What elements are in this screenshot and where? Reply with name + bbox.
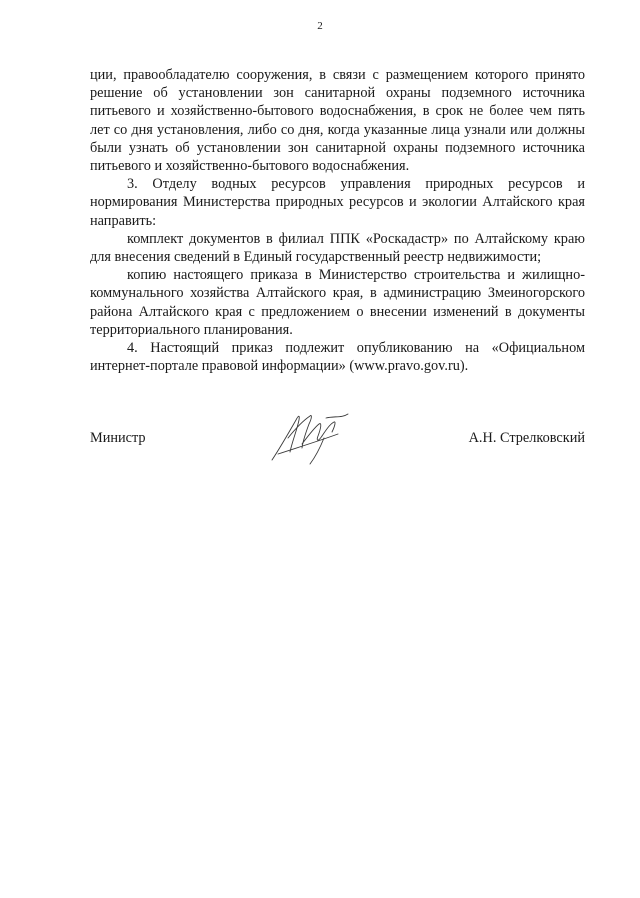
paragraph-continuation: ции, правообладателю сооружения, в связи с размещением которого принято решение об установлении зон санитарной охраны подземного источника питьевого и хозяйственно-бытового водоснабжения, в срок не более чем пять лет со дня установления, либо со дня, когда указанные лица узнали или должны были узнать об установлении зон санитарной охраны подземного источника питьевого и хозяйственно-бытового водоснабжения. (90, 67, 585, 175)
paragraph-item-3: 3. Отделу водных ресурсов управления природных ресурсов и нормирования Министерства природных ресурсов и экологии Алтайского края направить: (90, 176, 585, 229)
signature-stroke (288, 415, 311, 448)
signature-stroke (310, 438, 324, 464)
signature-block (90, 420, 585, 470)
signature-stroke (272, 416, 299, 460)
signatory-title: Министр (90, 430, 146, 446)
page-number: 2 (317, 20, 323, 32)
signature-stroke (326, 414, 348, 418)
handwritten-signature (266, 408, 366, 468)
signatory-name: А.Н. Стрелковский (468, 430, 585, 446)
paragraph-item-4: 4. Настоящий приказ подлежит опубликованию на «Официальном интернет-портале правовой информации» (www.pravo.gov.ru). (90, 340, 585, 375)
signature-stroke (278, 434, 338, 454)
paragraph-item-3-a: комплект документов в филиал ППК «Роскадастр» по Алтайскому краю для внесения сведений в Единый государственный реестр недвижимости; (90, 230, 585, 266)
document-body (90, 66, 585, 375)
signature-stroke (322, 422, 335, 436)
paragraph-item-3-b: копию настоящего приказа в Министерство строительства и жилищно-коммунального хозяйства Алтайского края, в администрацию Змеиногорского района Алтайского края с предложением о внесении изменений в документы территориального планирования. (90, 267, 585, 338)
